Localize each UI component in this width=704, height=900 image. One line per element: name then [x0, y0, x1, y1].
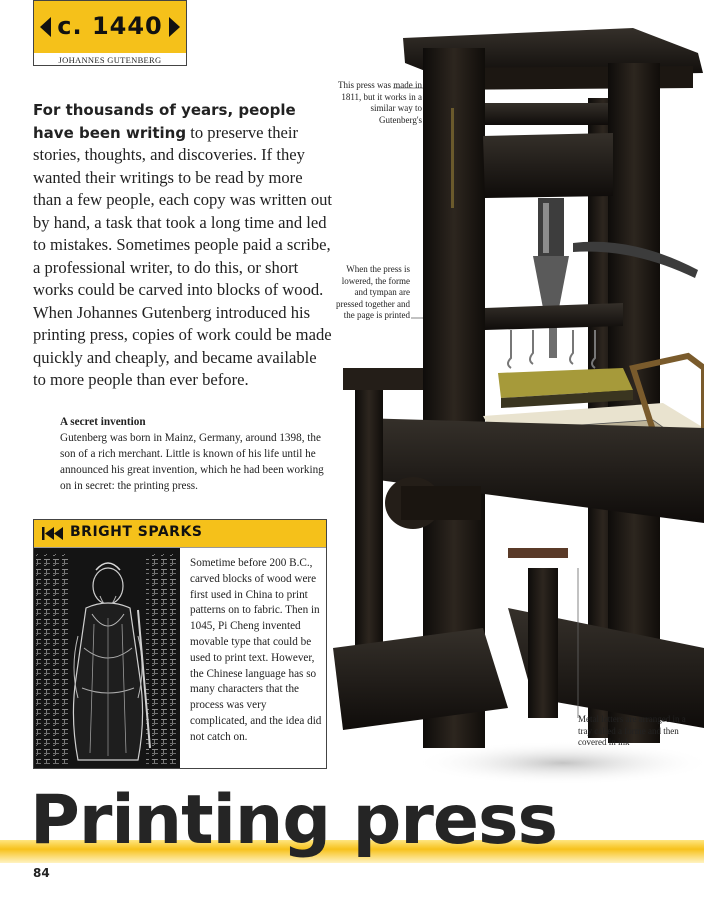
secret-invention-heading: A secret invention: [60, 416, 146, 428]
date-badge: [33, 0, 187, 66]
page-number: 84: [33, 866, 50, 880]
page-title: Printing press: [30, 781, 557, 860]
annotation-press-lowered: When the press is lowered, the forme and tympan are pressed together and the page is printed: [336, 264, 410, 320]
date-band: [34, 1, 186, 53]
bright-sparks-title: BRIGHT SPARKS: [70, 524, 203, 540]
rewind-arrows-icon: [42, 526, 64, 541]
printing-press-image: [333, 8, 704, 798]
intro-paragraph: [33, 99, 333, 392]
intro-lead: For thousands of years, people have been writing: [33, 101, 296, 142]
bright-sparks-header: [34, 520, 326, 548]
date-text: c. 1440: [57, 12, 163, 40]
bright-sparks-body: Sometime before 200 B.C., carved blocks of wood were first used in China to print patterns on to fabric. Then in 1045, Pi Cheng invented movable type that could be used to print text. However, the Chinese language has so many characters that the process was very complicated, and the idea did not catch on.: [190, 557, 322, 743]
annotation-press-date: This press was made in 1811, but it works in a similar way to Gutenberg's: [338, 80, 422, 125]
secret-invention-section: [60, 414, 335, 494]
triangle-right-icon: [169, 17, 180, 37]
bright-sparks-box: [33, 519, 327, 769]
inventor-name: JOHANNES GUTENBERG: [58, 55, 162, 65]
confucius-rubbing-image: [34, 548, 180, 768]
annotation-metal-letters: Metal letters are arranged in a tray called a forme and then covered in ink: [578, 714, 686, 747]
secret-invention-body: Gutenberg was born in Mainz, Germany, around 1398, the son of a rich merchant. Little is known of his life until he announced his great invention, which he had been working on in secret: the printing press.: [60, 432, 324, 492]
intro-body: to preserve their stories, thoughts, and discoveries. If they wanted their writings to be read by more than a few people, each copy was written out by hand, a task that took a long time and led to mistakes. Sometimes people paid a scribe, a professional writer, to do this, or short works could be carved into blocks of wood. When Johannes Gutenberg introduced his printing press, copies of work could be made quickly and cheaply, and became available to more people than ever before.: [33, 122, 333, 389]
